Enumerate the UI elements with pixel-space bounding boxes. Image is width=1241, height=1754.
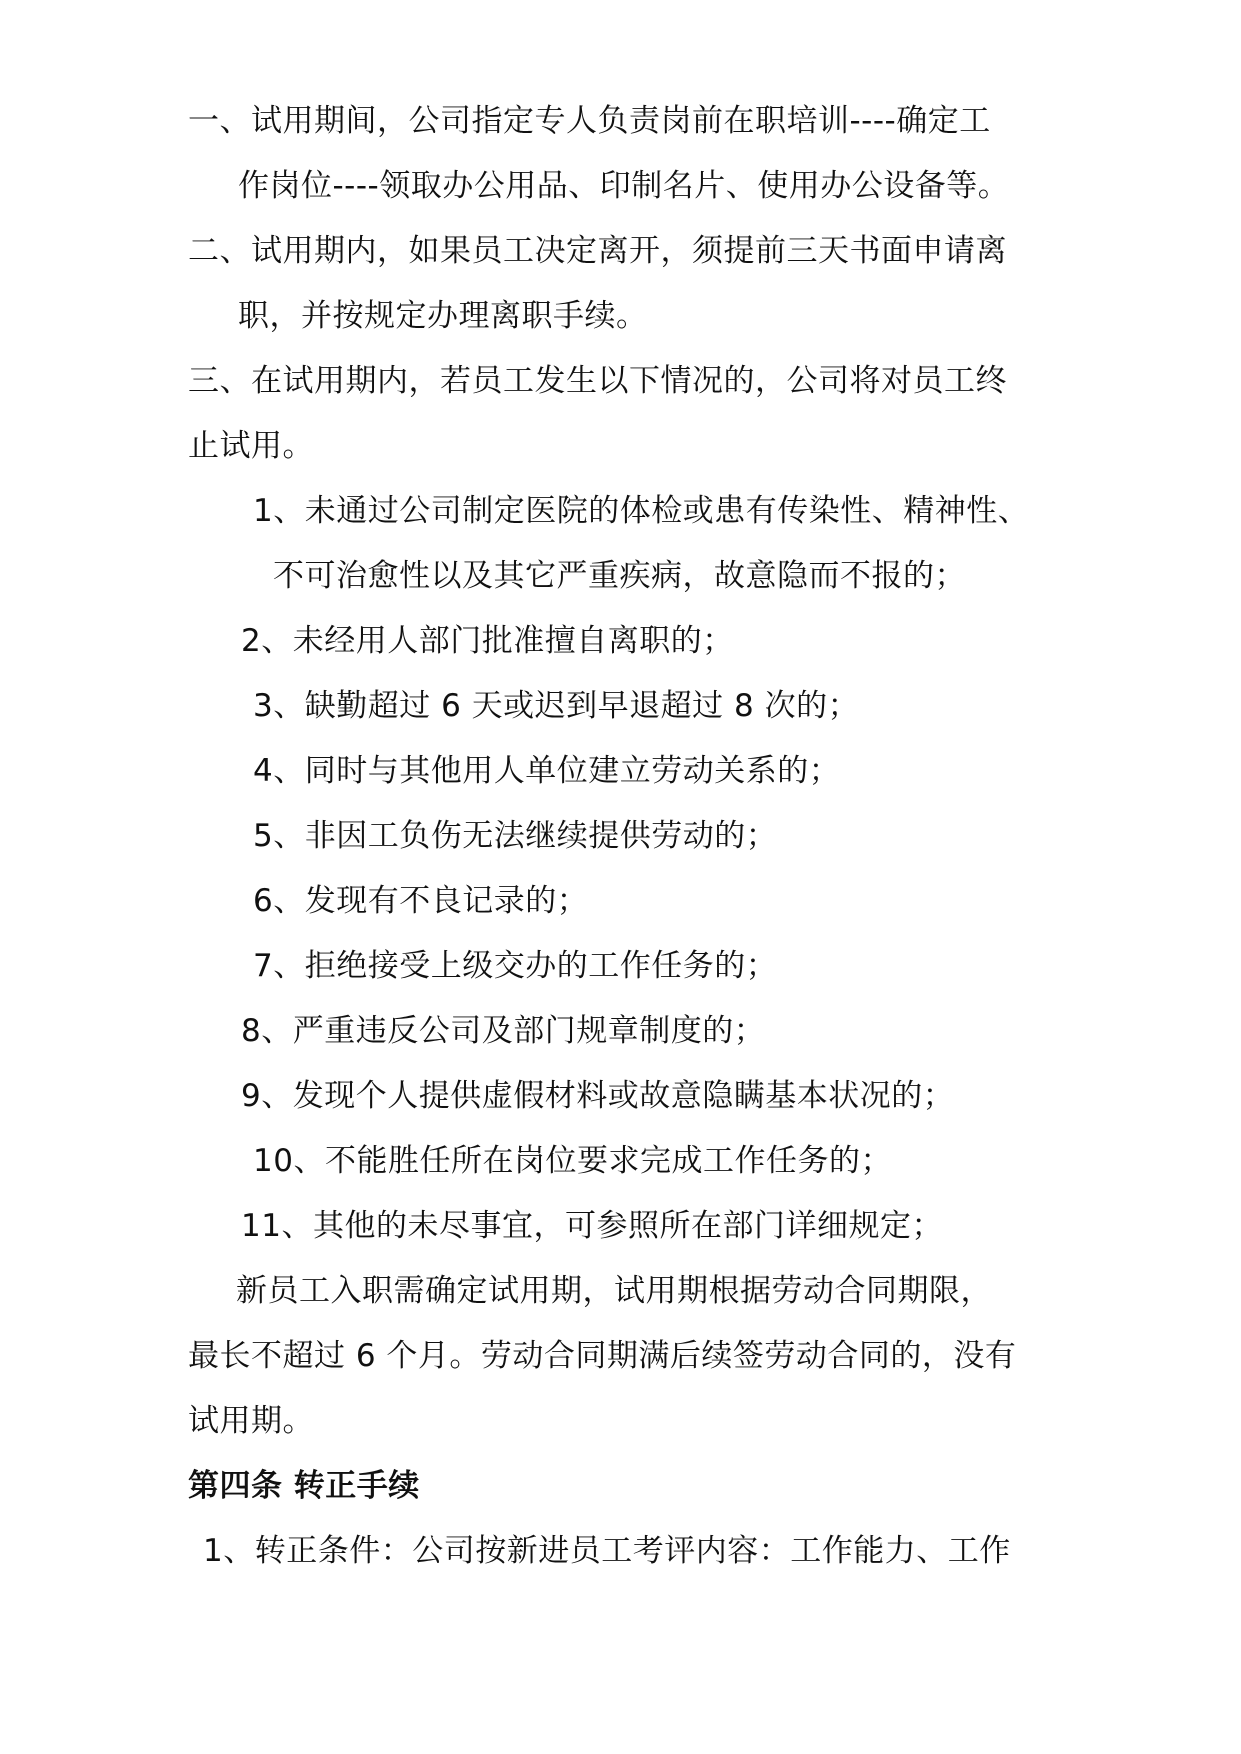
list-item-6: 6、发现有不良记录的； bbox=[253, 883, 589, 919]
paragraph-line-8: 最长不超过 6 个月。劳动合同期满后续签劳动合同的，没有 bbox=[188, 1338, 1017, 1374]
paragraph-line-5: 三、在试用期内，若员工发生以下情况的，公司将对员工终 bbox=[188, 363, 1007, 399]
paragraph-line-4: 职，并按规定办理离职手续。 bbox=[238, 298, 648, 334]
paragraph-line-2: 作岗位----领取办公用品、印制名片、使用办公设备等。 bbox=[238, 168, 1010, 204]
list-item-9: 9、发现个人提供虚假材料或故意隐瞒基本状况的； bbox=[241, 1078, 955, 1114]
list-item-1-line-2: 不可治愈性以及其它严重疾病，故意隐而不报的； bbox=[273, 558, 966, 594]
list-item-2: 2、未经用人部门批准擅自离职的； bbox=[241, 623, 734, 659]
paragraph-line-7: 新员工入职需确定试用期，试用期根据劳动合同期限， bbox=[236, 1273, 992, 1309]
paragraph-line-3: 二、试用期内，如果员工决定离开，须提前三天书面申请离 bbox=[188, 233, 1007, 269]
paragraph-line-6: 止试用。 bbox=[188, 428, 314, 464]
list-item-1-line-1: 1、未通过公司制定医院的体检或患有传染性、精神性、 bbox=[253, 493, 1030, 529]
list-item-11: 11、其他的未尽事宜，可参照所在部门详细规定； bbox=[241, 1208, 943, 1244]
list-item-10: 10、不能胜任所在岗位要求完成工作任务的； bbox=[253, 1143, 892, 1179]
section-heading: 第四条 转正手续 bbox=[188, 1468, 420, 1504]
list-item-4: 4、同时与其他用人单位建立劳动关系的； bbox=[253, 753, 841, 789]
list-item-3: 3、缺勤超过 6 天或迟到早退超过 8 次的； bbox=[253, 688, 860, 724]
list-item-5: 5、非因工负伤无法继续提供劳动的； bbox=[253, 818, 778, 854]
paragraph-line-9: 试用期。 bbox=[188, 1403, 314, 1439]
paragraph-line-1: 一、试用期间，公司指定专人负责岗前在职培训----确定工 bbox=[188, 103, 991, 139]
list-item-8: 8、严重违反公司及部门规章制度的； bbox=[241, 1013, 766, 1049]
paragraph-line-10: 1、转正条件：公司按新进员工考评内容：工作能力、工作 bbox=[203, 1533, 1011, 1569]
list-item-7: 7、拒绝接受上级交办的工作任务的； bbox=[253, 948, 778, 984]
